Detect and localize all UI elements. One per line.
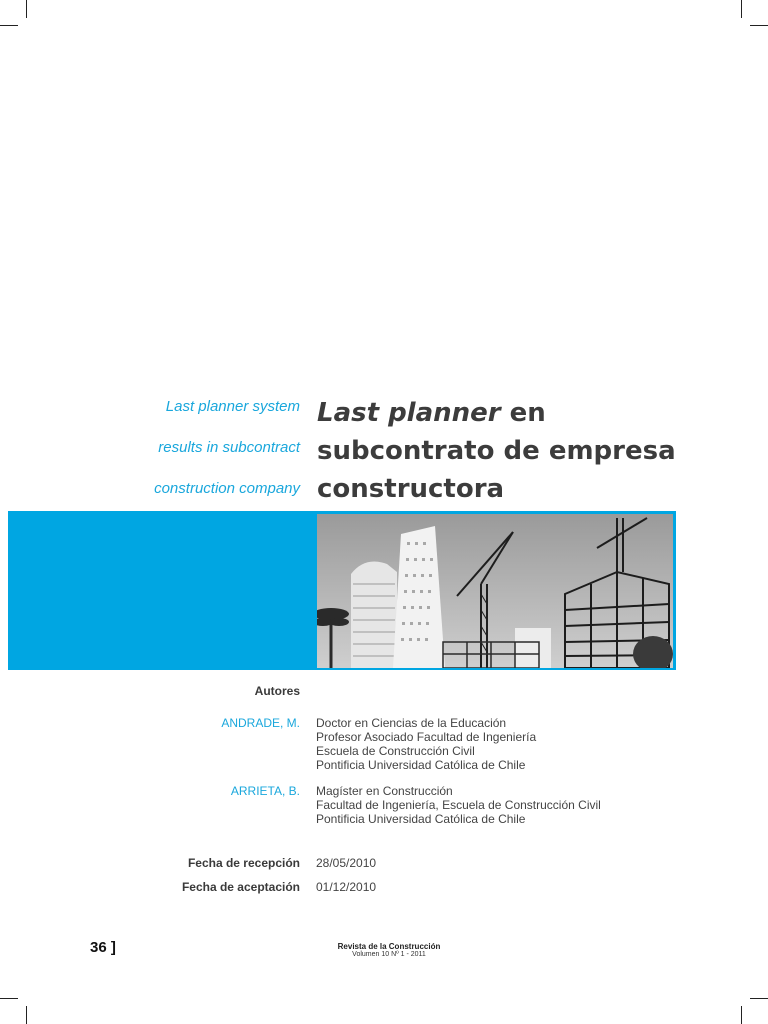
author-affiliation (316, 784, 601, 826)
article-title-line-3: constructora (317, 474, 505, 504)
article-title-rest: en (500, 398, 546, 428)
received-date-label: Fecha de recepción (187, 856, 300, 870)
crop-mark (26, 1006, 27, 1024)
crop-mark (0, 998, 18, 999)
affiliation-line: Escuela de Construcción Civil (316, 744, 475, 758)
author-affiliation (316, 716, 536, 772)
article-title-line-2: subcontrato de empresa (317, 436, 676, 466)
crop-mark (741, 0, 742, 18)
affiliation-line: Profesor Asociado Facultad de Ingeniería (316, 730, 537, 744)
crop-mark (750, 25, 768, 26)
affiliation-line: Pontificia Universidad Católica de Chile (316, 758, 526, 772)
english-title-line-1: Last planner system (165, 398, 300, 415)
crop-mark (26, 0, 27, 18)
accepted-date-label: Fecha de aceptación (181, 880, 300, 894)
author-name: ANDRADE, M. (221, 716, 300, 730)
article-title-italic: Last planner (317, 398, 501, 428)
affiliation-line: Pontificia Universidad Católica de Chile (316, 812, 526, 826)
affiliation-line: Facultad de Ingeniería, Escuela de Construcción Civil (316, 798, 601, 812)
crop-mark (741, 1006, 742, 1024)
received-date-value: 28/05/2010 (316, 856, 377, 870)
journal-volume: Volumen 10 Nº 1 - 2011 (352, 951, 426, 958)
journal-name: Revista de la Construcción (337, 942, 441, 951)
accepted-date-value: 01/12/2010 (316, 880, 377, 894)
authors-heading: Autores (254, 684, 300, 698)
journal-info (300, 942, 478, 958)
english-title-line-3: construction company (154, 480, 300, 497)
crop-mark (0, 25, 18, 26)
article-title (317, 394, 676, 508)
page-number: 36 ] (90, 939, 116, 956)
affiliation-line: Doctor en Ciencias de la Educación (316, 716, 507, 730)
english-title-line-2: results in subcontract (158, 439, 300, 456)
author-name: ARRIETA, B. (230, 784, 300, 798)
affiliation-line: Magíster en Construcción (316, 784, 453, 798)
crop-mark (750, 998, 768, 999)
construction-photo (317, 514, 673, 668)
